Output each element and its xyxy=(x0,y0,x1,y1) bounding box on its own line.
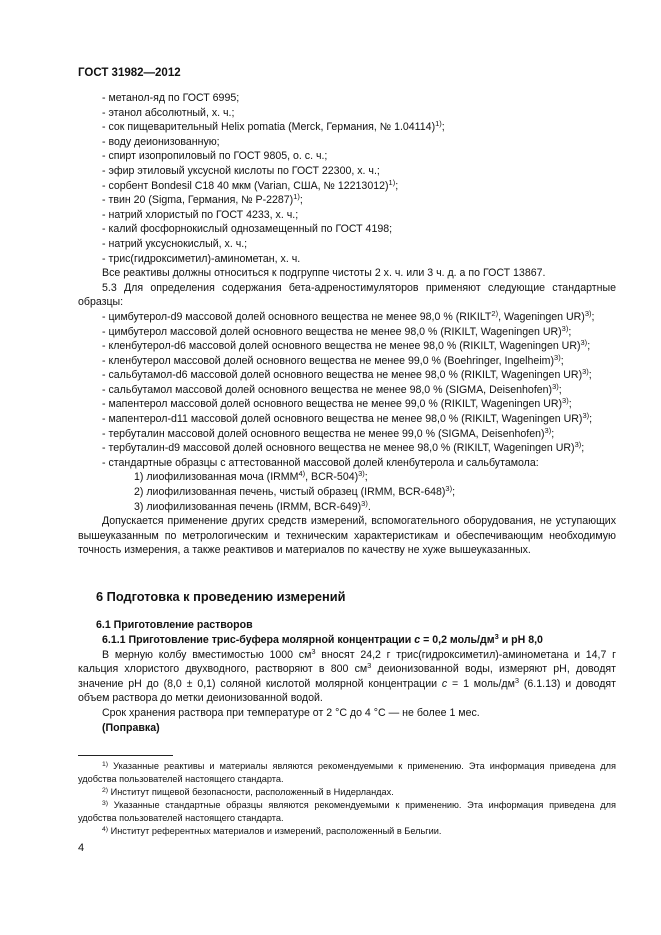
amendment-note: (Поправка) xyxy=(102,721,160,734)
list-item: - сальбутамол массовой долей основного вещества не менее 98,0 % (SIGMA, Deisenhofen)$^{3)}$; xyxy=(102,381,562,396)
footnotes xyxy=(78,760,616,838)
list-item: - тербуталин-d9 массовой долей основного вещества не менее 98,0 % (RIKILT, Wageningen UR)$^{3)}$; xyxy=(102,440,585,455)
list-item: - стандартные образцы с аттестованной массовой долей кленбутерола и сальбутамола: xyxy=(102,456,539,469)
preparation-paragraph: В мерную колбу вместимостью 1000 $см^3$ вносят 24,2 г трис(гидроксиметил)-аминометана и 14,7 г кальция хлористого двухводного, растворяют в 800 $см^3$ деионизованной воды, измеряют рН, доводят значение рН до (8,0 ± 0,1) соляной кислотой молярной концентрации c = 1 моль/$дм^3$ (6.1.13) и доводят объем раствора до метки деионизованной водой. xyxy=(78,646,617,705)
allowance-paragraph: Допускается применение других средств измерений, вспомогательного оборудования, не уступающих вышеуказанным по метрологическим и техническим характеристикам и обеспечивающим необходимую точность измерения, а также реактивов и материалов по качеству не хуже вышеуказанных. xyxy=(78,515,616,557)
list-item: - метанол-яд по ГОСТ 6995; xyxy=(102,92,240,104)
footnote: $^{4)}$ Институт референтных материалов и измерений, расположенный в Бельгии. xyxy=(102,826,442,836)
page-number: 4 xyxy=(78,842,85,854)
list-item: - твин 20 (Sigma, Германия, № P-2287)$^{1)}$; xyxy=(102,192,303,207)
list-item: - натрий хлористый по ГОСТ 4233, х. ч.; xyxy=(102,208,299,221)
storage-note: Срок хранения раствора при температуре от 2 °С до 4 °С — не более 1 мес. xyxy=(102,706,480,719)
list-item: - эфир этиловый уксусной кислоты по ГОСТ 22300, х. ч.; xyxy=(102,164,380,177)
reagent-list xyxy=(78,91,616,558)
document-header: ГОСТ 31982—2012 xyxy=(78,67,181,79)
section-6-1-1-heading: 6.1.1 Приготовление трис-буфера молярной концентрации c = 0,2 моль/$дм^3$ и рН 8,0 xyxy=(102,632,543,646)
section-5-3-intro: 5.3 Для определения содержания бета-адреностимуляторов применяют следующие стандартные образцы: xyxy=(78,281,616,309)
list-item: 1) лиофилизованная моча (IRMM$^{4)}$, BCR-504)$^{3)}$; xyxy=(134,469,368,484)
list-item: - сок пищеварительный Helix pomatia (Merck, Германия, № 1.04114)$^{1)}$; xyxy=(102,119,445,134)
list-item: 3) лиофилизованная печень (IRMM, BCR-649)$^{3)}$. xyxy=(134,498,371,513)
list-item: - натрий уксуснокислый, х. ч.; xyxy=(102,237,248,250)
footnote: $^{3)}$ Указанные стандартные образцы являются рекомендуемыми к применению. Эта информация приведена для удобства пользователей настоящего стандарта. xyxy=(78,800,616,823)
list-item: - калий фосфорнокислый однозамещенный по ГОСТ 4198; xyxy=(102,223,393,236)
list-item: - сорбент Bondesil C18 40 мкм (Varian, США, № 12213012)$^{1)}$; xyxy=(102,177,399,192)
list-item: 2) лиофилизованная печень, чистый образец (IRMM, BCR-648)$^{3)}$; xyxy=(134,484,456,499)
section-6-1-heading: 6.1 Приготовление растворов xyxy=(96,619,253,631)
list-item: - воду деионизованную; xyxy=(102,135,220,148)
list-item: - тербуталин массовой долей основного вещества не менее 99,0 % (SIGMA, Deisenhofen)$^{3)}$; xyxy=(102,425,555,440)
list-item: - цимбутерол массовой долей основного вещества не менее 98,0 % (RIKILT, Wageningen UR)$^{3)}$; xyxy=(102,323,572,338)
list-item: - цимбутерол-d9 массовой долей основного вещества не менее 98,0 % (RIKILT$^{2)}$, Wageningen UR)$^{3)}$; xyxy=(102,308,595,323)
purity-note: Все реактивы должны относиться к подгруппе чистоты 2 х. ч. или 3 ч. д. а по ГОСТ 13867. xyxy=(102,267,546,280)
list-item: - кленбутерол массовой долей основного вещества не менее 99,0 % (Boehringer, Ingelheim)$^{3)}$; xyxy=(102,352,564,367)
list-item: - мапентерол массовой долей основного вещества не менее 99,0 % (RIKILT, Wageningen UR)$^{3)}$; xyxy=(102,396,572,411)
section-6-1-1 xyxy=(78,633,616,735)
footnote: $^{2)}$ Институт пищевой безопасности, расположенный в Нидерландах. xyxy=(102,787,394,797)
list-item: - кленбутерол-d6 массовой долей основного вещества не менее 98,0 % (RIKILT, Wageningen UR)$^{3)}$; xyxy=(102,338,591,353)
list-item: - спирт изопропиловый по ГОСТ 9805, о. с. ч.; xyxy=(102,150,328,163)
footnote: $^{1)}$ Указанные реактивы и материалы являются рекомендуемыми к применению. Эта информация приведена для удобства пользователей настоящего стандарта. xyxy=(78,761,616,784)
footnote-divider xyxy=(78,755,173,756)
section-6-heading: 6 Подготовка к проведению измерений xyxy=(96,589,346,604)
list-item: - сальбутамол-d6 массовой долей основного вещества не менее 98,0 % (RIKILT, Wageningen UR)$^{3)}$; xyxy=(102,367,592,382)
list-item: - мапентерол-d11 массовой долей основного вещества не менее 98,0 % (RIKILT, Wageningen UR)$^{3)}$; xyxy=(102,411,593,426)
list-item: - трис(гидроксиметил)-аминометан, х. ч. xyxy=(102,252,301,265)
list-item: - этанол абсолютный, х. ч.; xyxy=(102,106,235,119)
